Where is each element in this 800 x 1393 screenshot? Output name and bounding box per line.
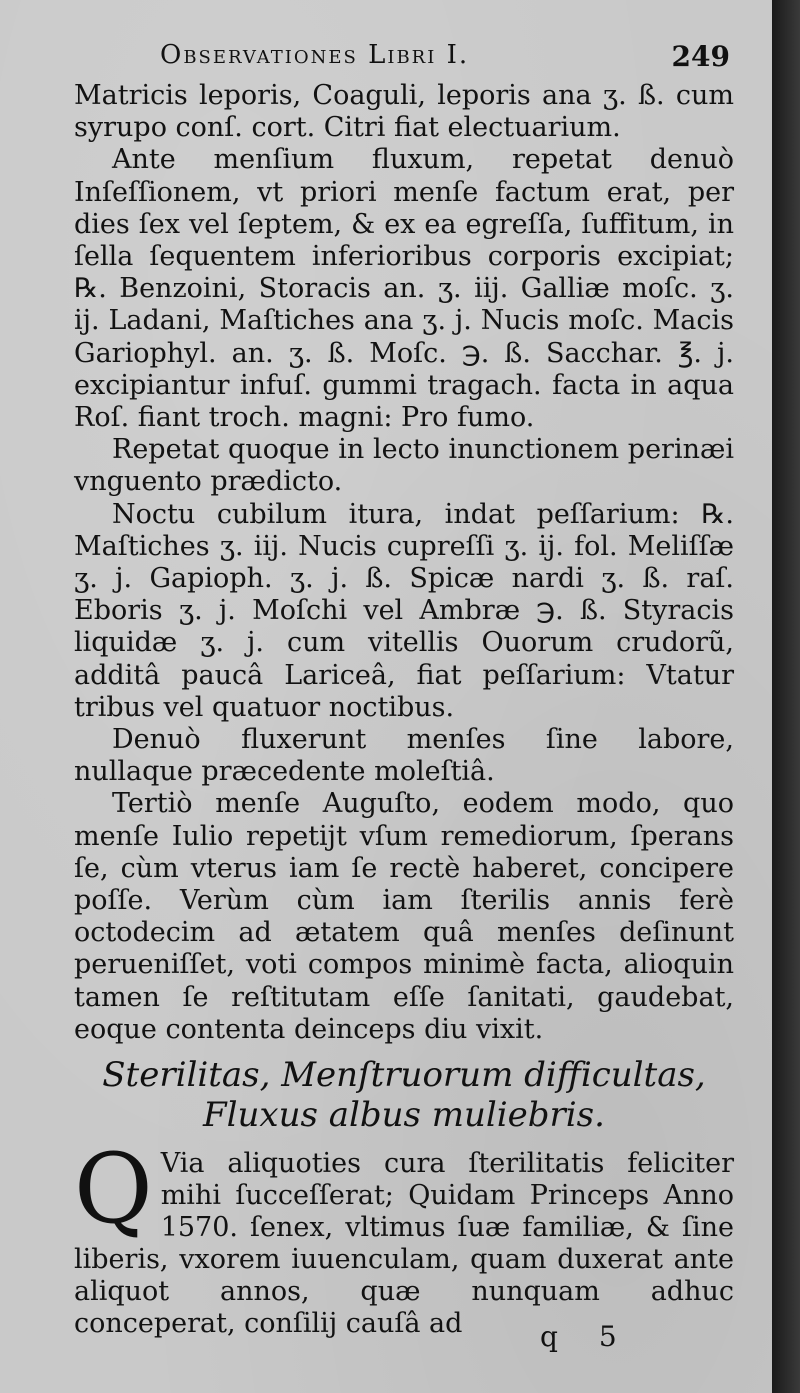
paragraph-6: Tertiò menſe Auguſto, eodem modo, quo menſe Iulio repetijt vſum remediorum, ſperans ſe, cùm vterus iam ſe rectè haberet, concipere poſſe. Verùm cùm iam ſterilis annis ferè octodecim ad ætatem quâ menſes deſinunt perueniſſet, voti compos minimè facta, alioquin tamen ſe reſtitutam eſſe ſanitati, gaudebat, eoque contenta deinceps diu vixit.	[74, 788, 734, 1045]
page-header	[160, 40, 730, 80]
running-head: Observationes Libri I.	[160, 40, 470, 70]
signature-mark: q 5	[540, 1320, 633, 1353]
page-edge-shadow	[772, 0, 800, 1393]
paragraph-2: Ante menſium fluxum, repetat denuò Inſeſſionem, vt priori menſe factum erat, per dies ſex vel ſeptem, & ex ea egreſſa, ſuffitum, in ſella ſequentem inferioribus corporis excipiat; ℞. Benzoini, Storacis an. ʒ. iij. Galliæ moſc. ʒ. ij. Ladani, Maſtiches ana ʒ. j. Nucis moſc. Macis Gariophyl. an. ʒ. ß. Moſc. ℈. ß. Sacchar. ℥. j. excipiantur infuſ. gummi tragach. facta in aqua Roſ. fiant troch. magni: Pro fumo.	[74, 144, 734, 434]
section-heading-line-1: Sterilitas, Menſtruorum difficultas,	[102, 1055, 706, 1095]
drop-cap: Q	[74, 1133, 153, 1245]
final-paragraph-text: Via aliquoties cura ſterilitatis feliciter mihi ſucceſſerat; Quidam Princeps Anno 1570. ſenex, vltimus ſuæ familiæ, & ſine liberis, vxorem iuuenculam, quam duxerat ante aliquot annos, quæ nunquam adhuc conceperat, conſilij cauſâ ad	[74, 1148, 734, 1339]
final-paragraph	[74, 1133, 734, 1340]
section-heading	[74, 1055, 734, 1135]
page-number: 249	[671, 40, 730, 73]
paragraph-1: Matricis leporis, Coaguli, leporis ana ʒ. ß. cum syrupo conſ. cort. Citri fiat electuarium.	[74, 80, 734, 144]
paragraph-4: Noctu cubilum itura, indat peſſarium: ℞. Maſtiches ʒ. iij. Nucis cupreſſi ʒ. ij. fol. Meliſſæ ʒ. j. Gарioph. ʒ. j. ß. Spicæ nardi ʒ. ß. raſ. Eboris ʒ. j. Moſchi vel Ambræ ℈. ß. Styracis liquidæ ʒ. j. cum vitellis Ouorum crudorũ, additâ paucâ Lariceâ, fiat peſſarium: Vtatur tribus vel quatuor noctibus.	[74, 498, 734, 723]
paragraph-3: Repetat quoque in lecto inunctionem perinæi vnguento prædicto.	[74, 434, 734, 498]
paragraph-5: Denuò fluxerunt menſes ſine labore, nullaque præcedente moleſtiâ.	[74, 724, 734, 788]
section-heading-line-2: Fluxus albus muliebris.	[203, 1095, 605, 1135]
body-text	[74, 80, 734, 1046]
